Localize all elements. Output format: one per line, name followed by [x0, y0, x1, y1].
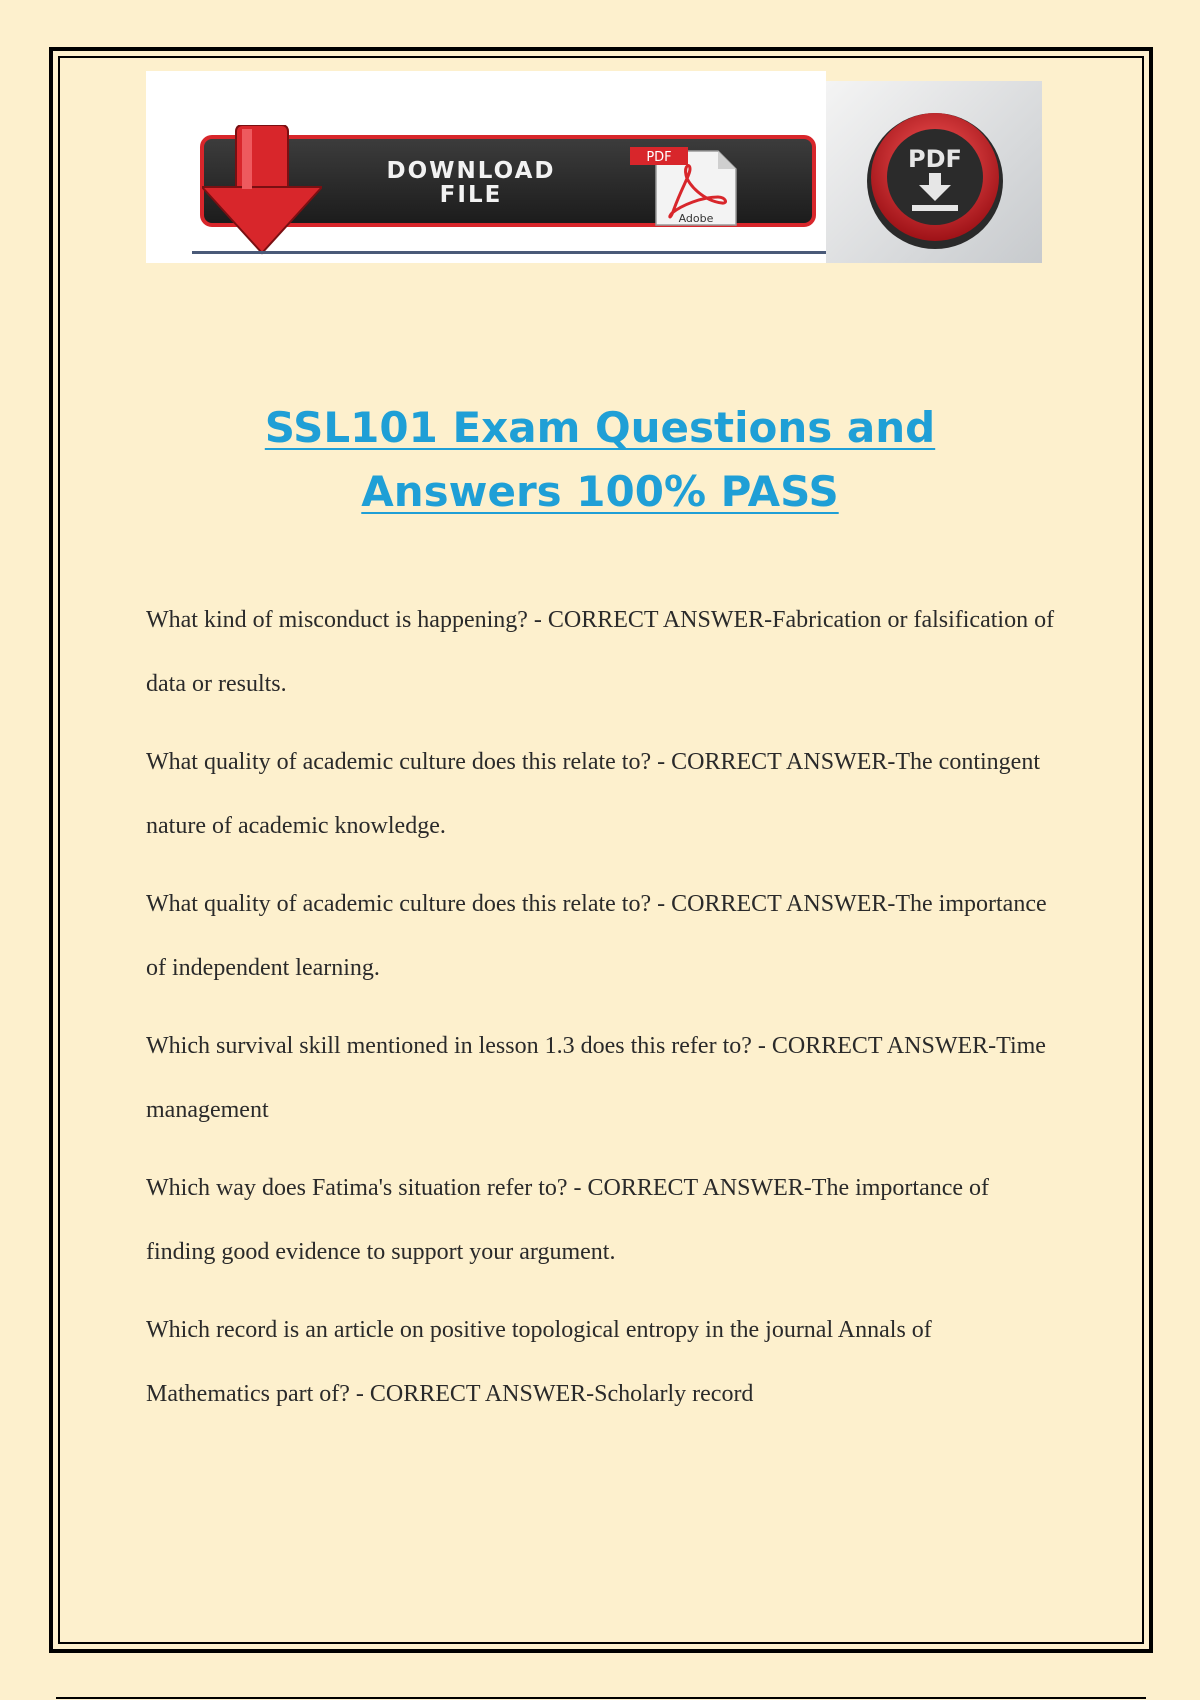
pdf-button-label: PDF [908, 145, 962, 173]
title-line-1[interactable] [180, 396, 1020, 460]
download-file-label [346, 159, 596, 207]
page-title [180, 396, 1020, 524]
adobe-label: Adobe [678, 212, 714, 225]
qa-list [146, 588, 1056, 1440]
pdf-file-icon [630, 147, 740, 227]
qa-item: Which record is an article on positive topological entropy in the journal Annals of Mathematics part of? - CORRECT ANSWER-Scholarly record [146, 1317, 932, 1407]
download-label-line2: FILE [439, 182, 503, 208]
qa-item: What quality of academic culture does this relate to? - CORRECT ANSWER-The contingent nature of academic knowledge. [146, 749, 1040, 839]
title-line-2[interactable] [180, 460, 1020, 524]
title-line-1-text: SSL101 Exam Questions and [264, 403, 936, 452]
title-line-2-text: Answers 100% PASS [361, 467, 839, 516]
bottom-rule [56, 1697, 1146, 1699]
qa-item: What kind of misconduct is happening? - CORRECT ANSWER-Fabrication or falsification of data or results. [146, 607, 1055, 697]
qa-item: Which survival skill mentioned in lesson 1.3 does this refer to? - CORRECT ANSWER-Time management [146, 1033, 1046, 1123]
pdf-download-button-icon[interactable] [864, 107, 1006, 249]
pdf-file-label: PDF [646, 150, 672, 165]
download-banner[interactable] [146, 71, 1042, 263]
qa-item: What quality of academic culture does this relate to? - CORRECT ANSWER-The importance of independent learning. [146, 891, 1047, 981]
arrow-down-icon [202, 125, 322, 255]
download-label-line1: DOWNLOAD [386, 158, 556, 184]
banner-underline [192, 251, 826, 254]
pdf-button-panel[interactable] [826, 81, 1042, 263]
qa-item: Which way does Fatima's situation refer to? - CORRECT ANSWER-The importance of finding good evidence to support your argument. [146, 1175, 990, 1265]
